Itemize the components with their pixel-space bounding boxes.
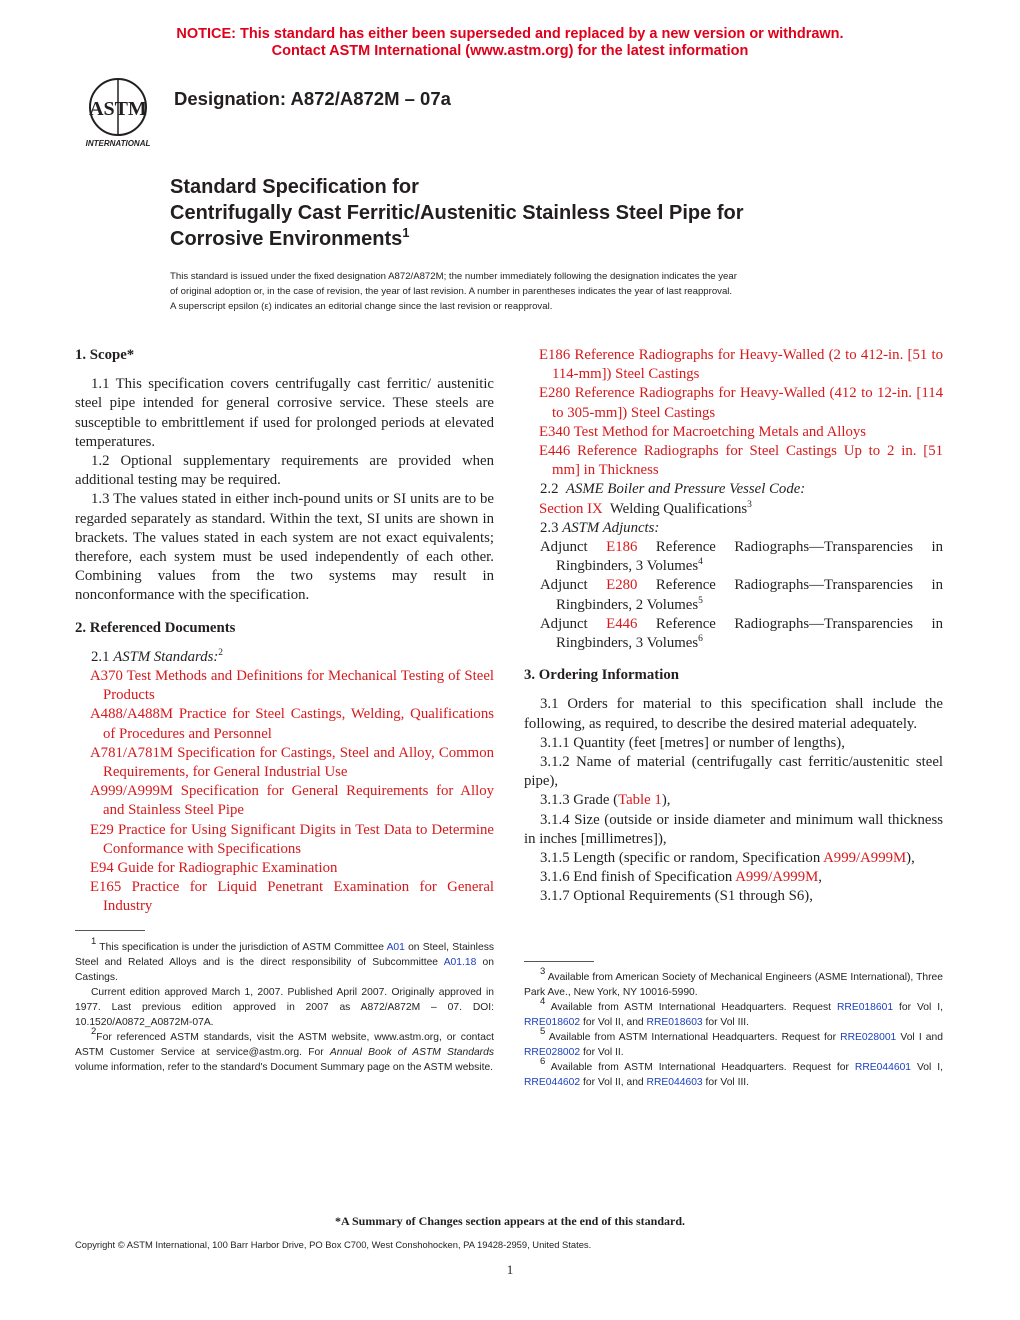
reference-link[interactable]: E280: [539, 385, 571, 402]
reference-title[interactable]: Reference Radiographs for Heavy-Walled (2 to 412-in. [51 to 114-mm]) Steel Castings: [552, 347, 944, 383]
text: for Vol II, and: [582, 1077, 644, 1088]
reference-item: [75, 782, 494, 820]
text: for Vol II, and: [582, 1017, 644, 1028]
footnote-6: [524, 1056, 943, 1090]
scope-1-1: 1.1 This specification covers centrifugally cast ferritic/ austenitic steel pipe intended for general corrosive service. These steels are susceptible to embrittlement if used for prolonged periods at elevated temperatures.: [75, 376, 494, 450]
reference-link[interactable]: A370: [90, 668, 123, 685]
text: Vol I and: [900, 1032, 943, 1043]
ordering-3-1-6: [524, 868, 943, 887]
ordering-3-1-7: 3.1.7 Optional Requirements (S1 through S6),: [540, 888, 813, 905]
astm-logo: [74, 74, 162, 150]
reference-title[interactable]: Test Method for Macroetching Metals and Alloys: [573, 423, 867, 440]
reference-item: [75, 859, 494, 878]
adjunct-link[interactable]: E186: [606, 539, 638, 556]
text: Available from ASTM International Headquarters. Request for: [548, 1032, 837, 1043]
ordering-3-1-4: 3.1.4 Size (outside or inside diameter and minimum wall thickness in inches [millimetres]),: [524, 811, 943, 847]
text: for Vol III.: [705, 1017, 750, 1028]
asme-item-title: Welding Qualifications: [609, 500, 748, 517]
left-column: [75, 346, 494, 917]
text: 3.1.6 End finish of Specification: [540, 869, 733, 886]
reference-link[interactable]: A488/A488M: [90, 706, 174, 723]
reference-title[interactable]: Test Methods and Definitions for Mechanical Testing of Steel Products: [103, 668, 495, 704]
reference-title[interactable]: Specification for Castings, Steel and Alloy, Common Requirements, for General Industrial Use: [103, 744, 494, 781]
ordering-3-1: 3.1 Orders for material to this specification shall include the following, as required, to describe the desired material adequately.: [524, 696, 943, 732]
rre-link[interactable]: RRE018601: [836, 1002, 894, 1013]
referenced-heading: 2. Referenced Documents: [75, 619, 236, 636]
text: for Vol I,: [899, 1002, 943, 1013]
reference-link[interactable]: E94: [90, 860, 114, 877]
rre-link[interactable]: RRE018602: [524, 1017, 581, 1028]
adjuncts-title: ASTM Adjuncts:: [562, 519, 660, 536]
text: volume information, refer to the standard's Document Summary page on the ASTM website.: [75, 1062, 494, 1073]
adjunct-prefix: Adjunct: [540, 615, 588, 632]
asme-label: [524, 480, 943, 499]
issuance-note: [170, 269, 860, 314]
adjunct-item: [524, 576, 943, 614]
footnote-marker: 5: [540, 1026, 546, 1037]
title-line-2: Centrifugally Cast Ferritic/Austenitic Stainless Steel Pipe for: [170, 202, 744, 224]
asme-title: ASME Boiler and Pressure Vessel Code:: [565, 481, 806, 498]
footnote-marker: 2: [218, 647, 224, 658]
title-line-1: Standard Specification for: [170, 176, 419, 198]
astm-standards-label: [75, 648, 494, 667]
reference-item: [75, 667, 494, 705]
footnote-rule-left: [75, 930, 145, 931]
scope-heading: 1. Scope*: [75, 347, 135, 363]
adjunct-item: [524, 538, 943, 576]
notice-line-2: Contact ASTM International (www.astm.org) for the latest information: [271, 43, 749, 59]
asme-item: [524, 500, 943, 519]
text: Available from ASTM International Headquarters. Request: [550, 1002, 831, 1013]
reference-item: [524, 384, 943, 422]
text: This specification is under the jurisdiction of ASTM Committee: [99, 942, 384, 953]
ordering-3-1-1: 3.1.1 Quantity (feet [metres] or number of lengths),: [540, 734, 845, 751]
reference-title[interactable]: Practice for Using Significant Digits in Test Data to Determine Conformance with Specifications: [103, 821, 494, 857]
page-number: 1: [506, 1262, 514, 1277]
text: Annual Book of ASTM Standards: [329, 1047, 494, 1058]
ordering-3-1-3: [524, 791, 943, 810]
text: For referenced ASTM standards, visit the ASTM website, www.astm.org, or contact ASTM Customer Service at service@astm.org. For: [75, 1032, 494, 1058]
footnote-marker: 3: [540, 966, 546, 977]
issuance-line-2: of original adoption or, in the case of revision, the year of last revision. A number in parentheses indicates the year of last reapproval.: [170, 286, 733, 297]
footnote-5: [524, 1026, 943, 1060]
table-1-link[interactable]: Table 1: [618, 792, 662, 809]
adjunct-link[interactable]: E280: [606, 577, 638, 594]
logo-lettering: ASTM: [89, 98, 147, 120]
footnote-marker: 4: [698, 557, 703, 568]
reference-link[interactable]: A781/A781M: [90, 744, 174, 761]
adjunct-prefix: Adjunct: [540, 539, 588, 556]
a999-link[interactable]: A999/A999M: [823, 850, 907, 867]
text: on Steel, Stainless Steel and Related Alloys and is the direct responsibility of Subcommittee: [75, 942, 494, 968]
ordering-3-1-5: [524, 849, 943, 868]
text: 3.1.5 Length (specific or random, Specification: [540, 850, 821, 867]
ordering-heading: 3. Ordering Information: [524, 667, 679, 684]
footnote-marker: 5: [698, 595, 703, 606]
ordering-3-1-2: 3.1.2 Name of material (centrifugally cast ferritic/austenitic steel pipe),: [524, 754, 943, 790]
adjuncts-label: [524, 519, 943, 538]
footnote-rule-right: [524, 961, 594, 962]
footnote-2: [75, 1026, 494, 1075]
footnotes-left: [75, 936, 494, 1075]
adjunct-title: Reference Radiographs—Transparencies in Ringbinders, 3 Volumes: [556, 615, 943, 652]
rre-link[interactable]: RRE018603: [646, 1017, 703, 1028]
footnote-1: [75, 936, 494, 985]
a01-18-link[interactable]: A01.18: [443, 957, 477, 968]
reference-title[interactable]: Practice for Liquid Penetrant Examination for General Industry: [103, 879, 494, 915]
reference-link[interactable]: E186: [539, 347, 571, 363]
text: Available from American Society of Mechanical Engineers (ASME International), Three Park Ave., New York, NY 10016-5990.: [524, 972, 944, 998]
rre-link[interactable]: RRE044601: [854, 1062, 912, 1073]
document-title: [170, 174, 930, 252]
reference-link[interactable]: E340: [539, 423, 571, 440]
footnote-marker: 2: [91, 1026, 97, 1037]
footnote-marker: 4: [540, 996, 546, 1007]
reference-item: [75, 821, 494, 859]
footnote-marker: 6: [698, 634, 703, 645]
footnote-1-edition: Current edition approved March 1, 2007. Published April 2007. Originally approved in 1977. Last previous edition approved in 2007 as A872/A872M – 07. DOI: 10.1520/A0872_A0872M-07A.: [75, 987, 494, 1028]
copyright: Copyright © ASTM International, 100 Barr Harbor Drive, PO Box C700, West Conshohocken, PA 19428-2959, United States.: [75, 1239, 592, 1250]
reference-link[interactable]: E165: [90, 879, 122, 896]
reference-item: [75, 705, 494, 743]
withdrawn-notice: [0, 26, 1020, 60]
footnote-marker: 6: [540, 1056, 546, 1067]
reference-item: [75, 744, 494, 782]
section-ix-link[interactable]: Section IX: [539, 500, 603, 517]
rre-link[interactable]: RRE028001: [840, 1032, 897, 1043]
section-num: 2.1: [91, 648, 110, 665]
footnote-3: [524, 966, 944, 1000]
adjunct-title: Reference Radiographs—Transparencies in Ringbinders, 3 Volumes: [556, 539, 943, 575]
designation: Designation: A872/A872M – 07a: [174, 88, 451, 109]
scope-1-2: 1.2 Optional supplementary requirements are provided when additional testing may be required.: [75, 453, 494, 489]
reference-item: [524, 346, 943, 384]
rre-link[interactable]: RRE044603: [646, 1077, 703, 1088]
reference-link[interactable]: E446: [539, 443, 571, 460]
reference-item: [524, 423, 943, 442]
scope-1-3: 1.3 The values stated in either inch-pound units or SI units are to be regarded separately as standard. Within the text, SI units are shown in brackets. The values stated in each system are not exact equivalents; therefore, each system must be used independently of each other. Combining values from the two systems may result in nonconformance with the specification.: [75, 491, 494, 604]
logo-sub-lettering: INTERNATIONAL: [85, 139, 151, 148]
text: ,: [818, 869, 822, 886]
reference-title[interactable]: Guide for Radiographic Examination: [117, 860, 338, 877]
reference-item: [524, 442, 943, 480]
footnote-4: [524, 996, 943, 1030]
reference-link[interactable]: E29: [90, 821, 114, 838]
right-column: [524, 346, 943, 907]
title-footnote-marker: 1: [402, 225, 410, 240]
text: ),: [661, 792, 671, 809]
notice-line-1: NOTICE: This standard has either been superseded and replaced by a new version or withdrawn.: [176, 26, 844, 42]
issuance-line-1: This standard is issued under the fixed designation A872/A872M; the number immediately following the designation indicates the year: [170, 271, 737, 282]
reference-item: [75, 878, 494, 916]
text: on Castings.: [75, 957, 494, 983]
summary-note: *A Summary of Changes section appears at the end of this standard.: [334, 1214, 686, 1228]
text: Available from ASTM International Headquarters. Request for: [550, 1062, 849, 1073]
text: 3.1.3 Grade (: [540, 792, 619, 809]
reference-title[interactable]: Specification for General Requirements for Alloy and Stainless Steel Pipe: [103, 783, 494, 819]
reference-title[interactable]: Reference Radiographs for Steel Castings Up to 2 in. [51 mm] in Thickness: [552, 443, 943, 479]
text: Vol I,: [917, 1062, 943, 1073]
adjunct-link[interactable]: E446: [606, 615, 638, 632]
rre-link[interactable]: RRE044602: [524, 1077, 581, 1088]
a999-link[interactable]: A999/A999M: [735, 869, 819, 886]
section-num: 2.3: [540, 519, 559, 536]
adjunct-item: [524, 615, 943, 653]
text: for Vol III.: [705, 1077, 750, 1088]
reference-title[interactable]: Practice for Steel Castings, Welding, Qualifications of Procedures and Personnel: [103, 706, 494, 742]
footnote-marker: 1: [91, 936, 97, 947]
footnotes-right: [524, 966, 944, 1090]
a01-link[interactable]: A01: [386, 942, 405, 953]
rre-link[interactable]: RRE028002: [524, 1047, 581, 1058]
text: for Vol II.: [582, 1047, 624, 1058]
reference-title[interactable]: Reference Radiographs for Heavy-Walled (412 to 12-in. [114 to 305-mm]) Steel Castings: [552, 385, 944, 421]
astm-standards-title: ASTM Standards:: [113, 648, 219, 665]
section-num: 2.2: [540, 481, 559, 498]
footnote-marker: 3: [747, 499, 752, 510]
adjunct-prefix: Adjunct: [540, 577, 588, 594]
text: ),: [906, 850, 915, 867]
reference-link[interactable]: A999/A999M: [90, 783, 174, 800]
issuance-line-3: A superscript epsilon (ε) indicates an editorial change since the last revision or reapproval.: [170, 301, 553, 312]
title-line-3: Corrosive Environments: [170, 228, 403, 250]
adjunct-title: Reference Radiographs—Transparencies in Ringbinders, 2 Volumes: [556, 577, 943, 613]
